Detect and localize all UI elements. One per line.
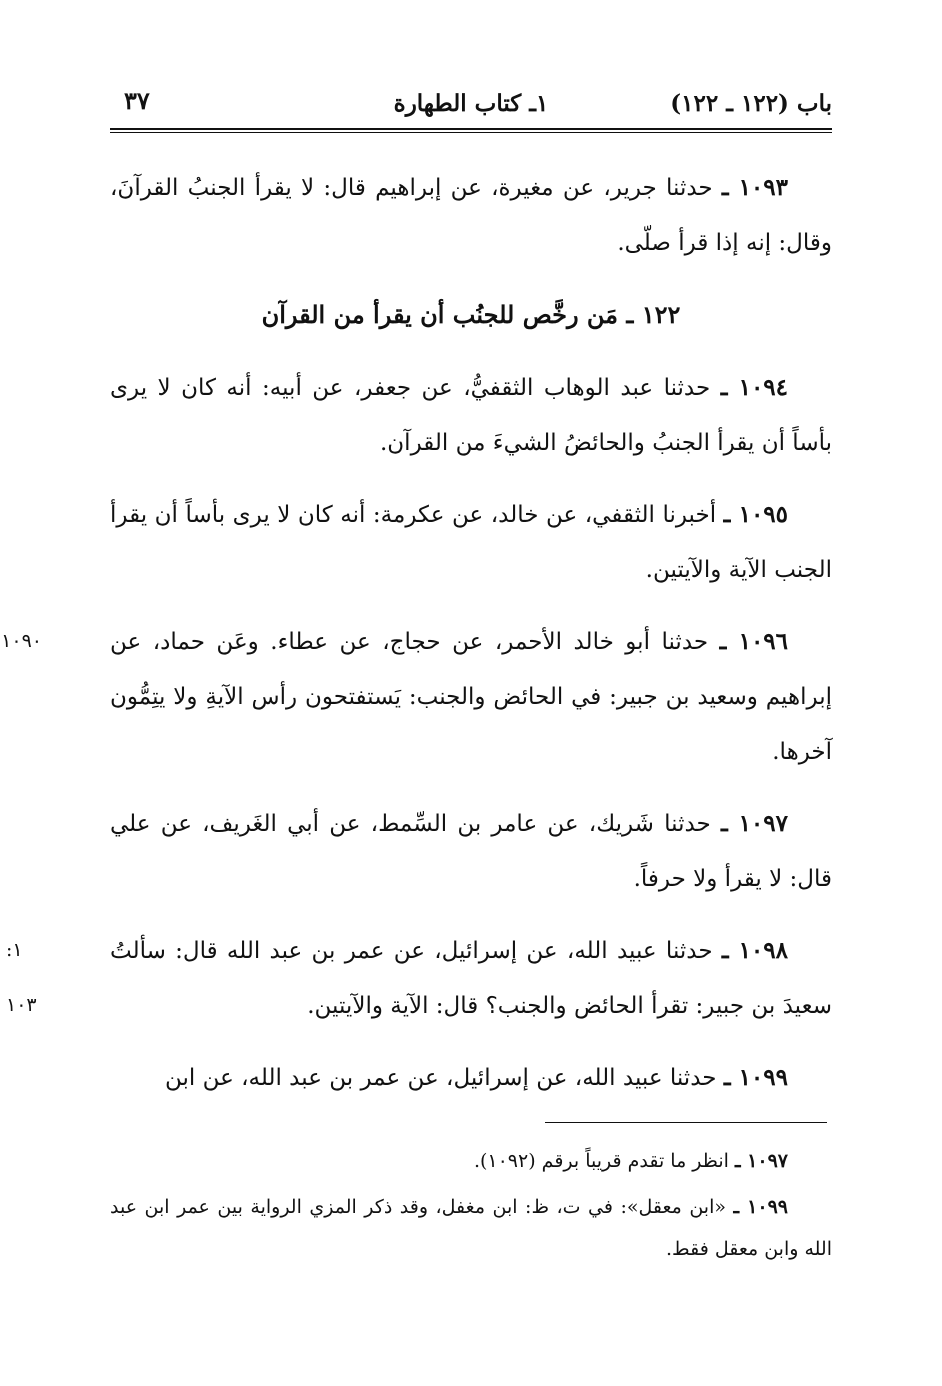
footnotes <box>110 1140 832 1274</box>
hadith-text: حدثنا شَريك، عن عامر بن السِّمط، عن أبي الغَريف، عن علي قال: لا يقرأ ولا حرفاً. <box>110 811 832 892</box>
hadith-text: حدثنا جرير، عن مغيرة، عن إبراهيم قال: لا يقرأ الجنبُ القرآنَ، وقال: إنه إذا قرأ صلّى. <box>110 175 832 256</box>
hadith-number: ١٠٩٤ ـ <box>720 374 789 401</box>
hadith-text: أخبرنا الثقفي، عن خالد، عن عكرمة: أنه كان لا يرى بأساً أن يقرأ الجنب الآية والآيتين. <box>110 502 832 583</box>
footnote-number: ١٠٩٧ ـ <box>734 1150 788 1172</box>
footnote-1099 <box>110 1186 832 1270</box>
footnote-separator <box>545 1122 827 1123</box>
hadith-number: ١٠٩٨ ـ <box>721 937 788 964</box>
hadith-1094 <box>110 360 832 471</box>
margin-reference: ١٠٩٠ <box>1 630 42 652</box>
footnote-1097 <box>110 1140 832 1182</box>
hadith-text: حدثنا عبيد الله، عن إسرائيل، عن عمر بن عبد الله، عن ابن <box>164 1065 724 1091</box>
footnote-text: انظر ما تقدم قريباً برقم (١٠٩٢). <box>473 1150 735 1172</box>
hadith-number: ١٠٩٣ ـ <box>721 174 788 201</box>
book-title: ١ـ كتاب الطهارة <box>393 90 549 117</box>
footnote-text: «ابن معقل»: في ت، ظ: ابن مغفل، وقد ذكر المزي الرواية بين عمر ابن عبد الله وابن معقل فقط. <box>110 1196 832 1260</box>
header-rule <box>110 128 832 133</box>
footnote-number: ١٠٩٩ ـ <box>733 1196 788 1218</box>
hadith-number: ١٠٩٥ ـ <box>723 501 789 528</box>
hadith-text: حدثنا عبيد الله، عن إسرائيل، عن عمر بن عبد الله قال: سألتُ سعيدَ بن جبير: تقرأ الحائض والجنب؟ قال: الآية والآيتين. <box>110 938 832 1019</box>
chapter-range: باب (١٢٢ ـ ١٢٢) <box>670 90 832 117</box>
hadith-number: ١٠٩٧ ـ <box>720 810 788 837</box>
hadith-1096 <box>1 614 832 780</box>
main-text <box>1 160 832 1122</box>
hadith-1097 <box>110 796 832 907</box>
hadith-1099 <box>110 1050 832 1106</box>
page-number: ٣٧ <box>124 86 150 115</box>
hadith-text: حدثنا عبد الوهاب الثقفيُّ، عن جعفر، عن أبيه: أنه كان لا يرى بأساً أن يقرأ الجنبُ والحائضُ الشيءَ من القرآن. <box>110 375 832 456</box>
hadith-number: ١٠٩٦ ـ <box>719 628 789 655</box>
hadith-1093 <box>110 160 832 271</box>
hadith-1098 <box>6 923 832 1034</box>
margin-reference: ١: ١٠٣ <box>6 939 37 1016</box>
page-header <box>110 86 832 126</box>
hadith-text: حدثنا أبو خالد الأحمر، عن حجاج، عن عطاء. وعَن حماد، عن إبراهيم وسعيد بن جبير: في الحائض والجنب: يَستفتحون رأس الآيةِ ولا يتِمُّون آخرها. <box>110 629 832 765</box>
hadith-1095 <box>110 487 832 598</box>
hadith-number: ١٠٩٩ ـ <box>723 1064 788 1091</box>
chapter-heading: ١٢٢ ـ مَن رخَّص للجنُب أن يقرأ من القرآن <box>261 300 681 329</box>
